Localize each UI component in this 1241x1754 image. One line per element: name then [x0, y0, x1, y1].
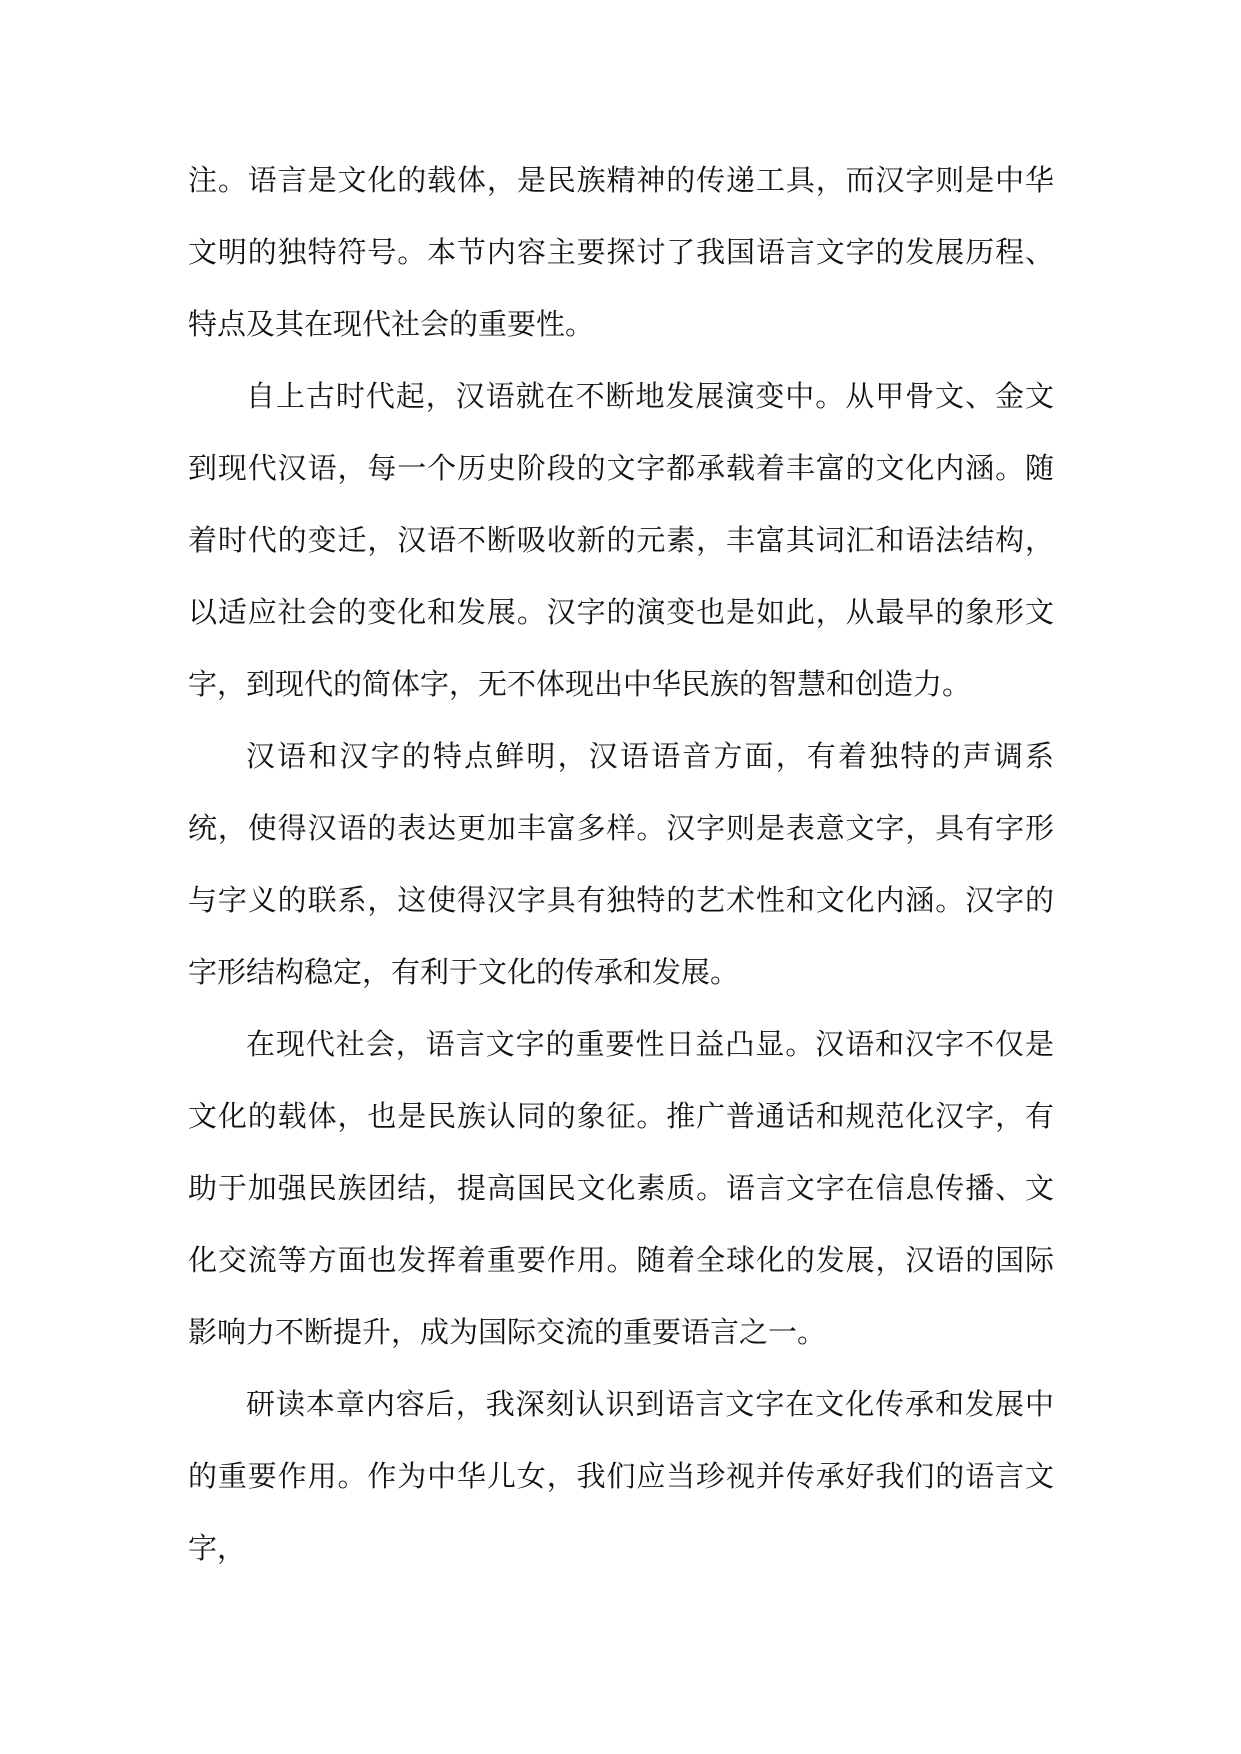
paragraph-characteristics: 汉语和汉字的特点鲜明，汉语语音方面，有着独特的声调系统，使得汉语的表达更加丰富多样。汉字则是表意文字，具有字形与字义的联系，这使得汉字具有独特的艺术性和文化内涵。汉字的字形结构稳定，有利于文化的传承和发展。 [188, 739, 1054, 989]
paragraph-modern-importance: 在现代社会，语言文字的重要性日益凸显。汉语和汉字不仅是文化的载体，也是民族认同的象征。推广普通话和规范化汉字，有助于加强民族团结，提高国民文化素质。语言文字在信息传播、文化交流等方面也发挥着重要作用。随着全球化的发展，汉语的国际影响力不断提升，成为国际交流的重要语言之一。 [188, 1027, 1054, 1349]
paragraph-history: 自上古时代起，汉语就在不断地发展演变中。从甲骨文、金文到现代汉语，每一个历史阶段的文字都承载着丰富的文化内涵。随着时代的变迁，汉语不断吸收新的元素，丰富其词汇和语法结构，以适应社会的变化和发展。汉字的演变也是如此，从最早的象形文字，到现代的简体字，无不体现出中华民族的智慧和创造力。 [188, 379, 1054, 701]
paragraph-continuation: 注。语言是文化的载体，是民族精神的传递工具，而汉字则是中华文明的独特符号。本节内容主要探讨了我国语言文字的发展历程、特点及其在现代社会的重要性。 [188, 163, 1054, 341]
paragraph-reflection: 研读本章内容后，我深刻认识到语言文字在文化传承和发展中的重要作用。作为中华儿女，我们应当珍视并传承好我们的语言文字， [188, 1387, 1054, 1565]
body-text [188, 144, 1054, 1584]
